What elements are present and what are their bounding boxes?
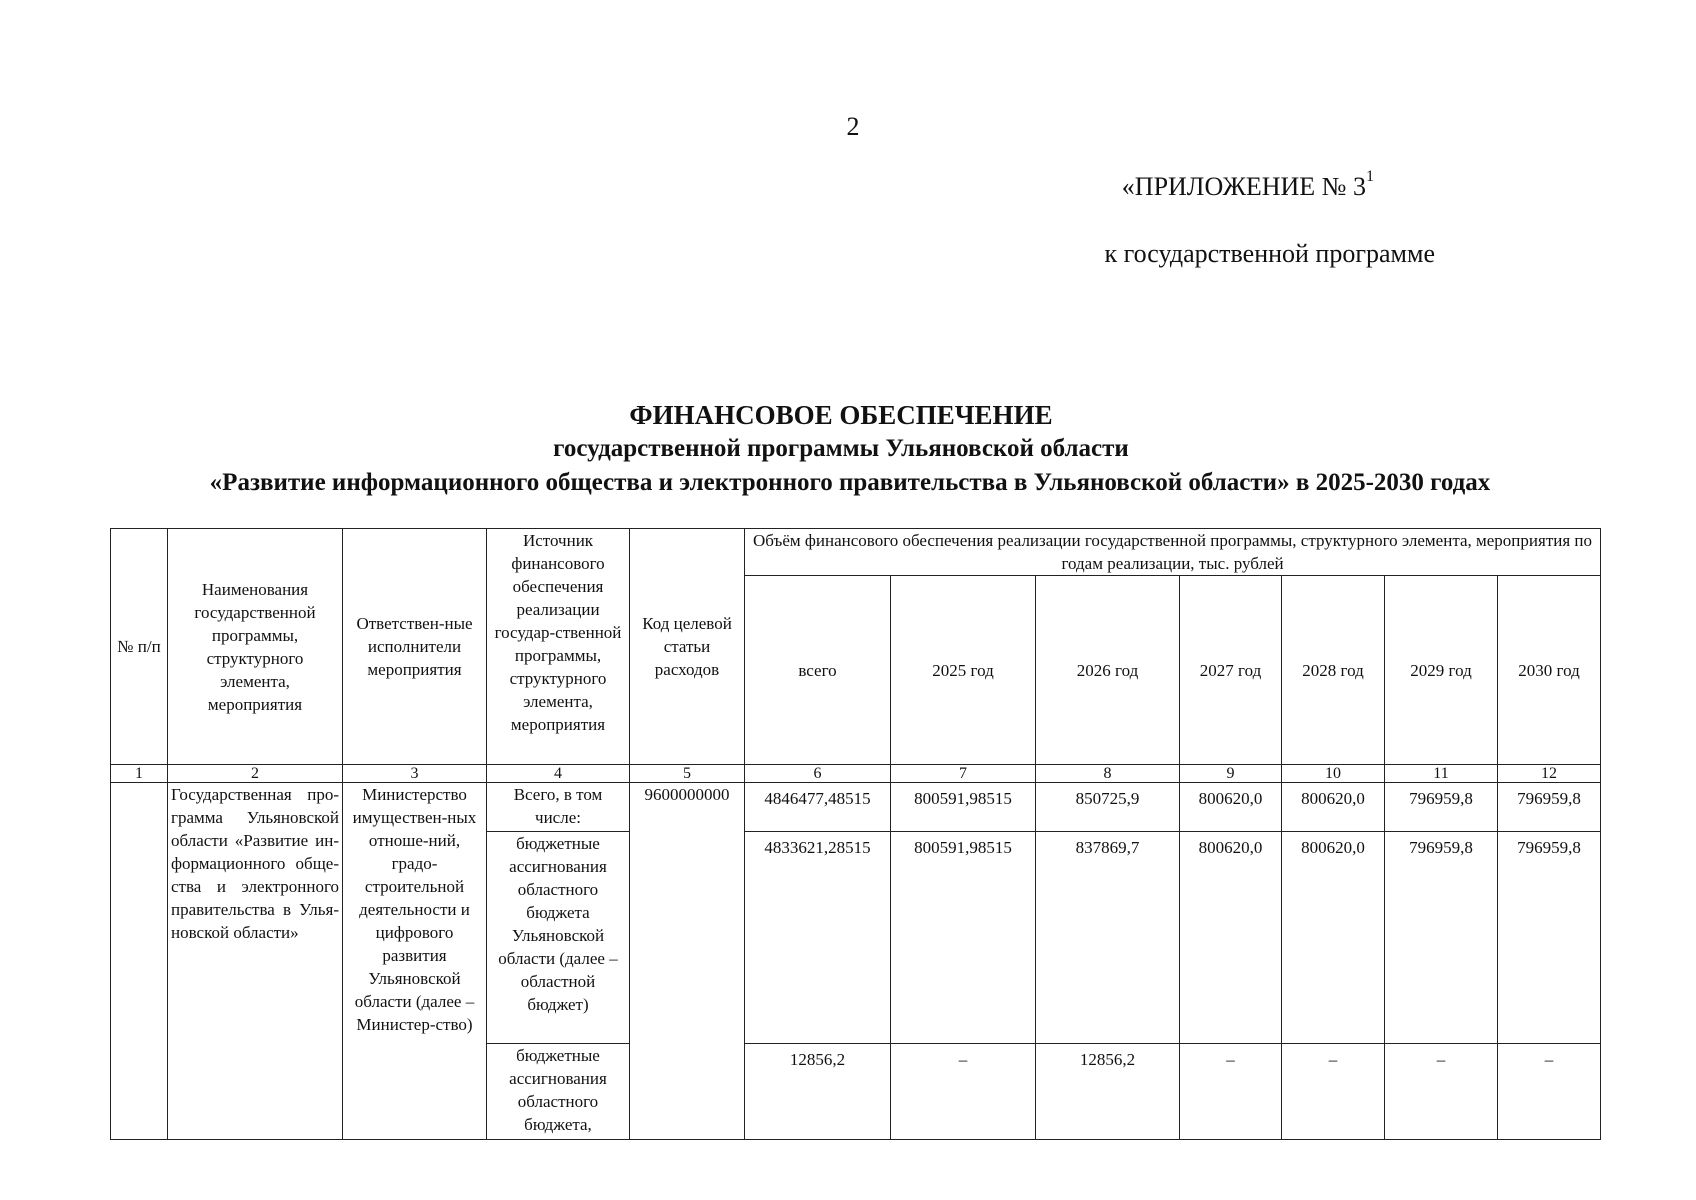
appendix-title-superscript: 1 — [1366, 168, 1374, 186]
value-2028: 800620,0 — [1282, 783, 1385, 832]
value-2028: 800620,0 — [1282, 832, 1385, 1044]
value-2025: 800591,98515 — [891, 783, 1036, 832]
value-2030: 796959,8 — [1498, 832, 1601, 1044]
value-total: 12856,2 — [745, 1044, 891, 1140]
appendix-subtitle: к государственной программе — [1104, 239, 1435, 268]
header-total: всего — [745, 576, 891, 765]
header-year-2028: 2028 год — [1282, 576, 1385, 765]
value-2026: 837869,7 — [1036, 832, 1180, 1044]
table-row — [111, 783, 1601, 832]
heading-line-1: ФИНАНСОВОЕ ОБЕСПЕЧЕНИЕ — [629, 400, 1053, 430]
financing-table — [110, 528, 1601, 1140]
appendix-title — [1121, 168, 1374, 202]
source-cell: Всего, в том числе: — [487, 783, 630, 832]
header-num: № п/п — [111, 529, 168, 765]
value-2025: 800591,98515 — [891, 832, 1036, 1044]
value-2027: 800620,0 — [1180, 783, 1282, 832]
heading-line-2: государственной программы Ульяновской области — [553, 435, 1129, 462]
header-executor: Ответствен-ные исполнители мероприятия — [343, 529, 487, 765]
column-number: 10 — [1282, 765, 1385, 783]
appendix-title-text: «ПРИЛОЖЕНИЕ № 3 — [1121, 172, 1366, 201]
column-number-row — [111, 765, 1601, 783]
header-year-2025: 2025 год — [891, 576, 1036, 765]
header-year-2029: 2029 год — [1385, 576, 1498, 765]
header-row-1 — [111, 529, 1601, 576]
value-2029: 796959,8 — [1385, 832, 1498, 1044]
program-executor: Министерство имуществен-ных отноше-ний, градо-строительной деятельности и цифрового развития Ульяновской области (далее – Министер-ство) — [343, 783, 487, 1140]
program-code: 9600000000 — [630, 783, 745, 1140]
header-code: Код целевой статьи расходов — [630, 529, 745, 765]
header-source: Источник финансового обеспечения реализации государ-ственной программы, структурного элемента, мероприятия — [487, 529, 630, 765]
value-2026: 850725,9 — [1036, 783, 1180, 832]
column-number: 9 — [1180, 765, 1282, 783]
value-2030: – — [1498, 1044, 1601, 1140]
value-2030: 796959,8 — [1498, 783, 1601, 832]
header-name: Наименования государственной программы, структурного элемента, мероприятия — [168, 529, 343, 765]
value-2027: – — [1180, 1044, 1282, 1140]
program-name: Государственная про-грамма Ульяновской области «Развитие ин-формационного обще-ства и электронного правительства в Улья-новской области» — [168, 783, 343, 1140]
column-number: 5 — [630, 765, 745, 783]
value-2029: – — [1385, 1044, 1498, 1140]
header-year-2030: 2030 год — [1498, 576, 1601, 765]
value-2025: – — [891, 1044, 1036, 1140]
column-number: 3 — [343, 765, 487, 783]
value-2027: 800620,0 — [1180, 832, 1282, 1044]
column-number: 8 — [1036, 765, 1180, 783]
document-heading — [0, 398, 1696, 500]
value-2029: 796959,8 — [1385, 783, 1498, 832]
column-number: 11 — [1385, 765, 1498, 783]
column-number: 4 — [487, 765, 630, 783]
value-total: 4833621,28515 — [745, 832, 891, 1044]
source-cell: бюджетные ассигнования областного бюджета Ульяновской области (далее – областной бюджет) — [487, 832, 630, 1044]
row-num — [111, 783, 168, 1140]
header-volume: Объём финансового обеспечения реализации государственной программы, структурного элемента, мероприятия по годам реализации, тыс. рублей — [745, 529, 1601, 576]
value-2028: – — [1282, 1044, 1385, 1140]
header-year-2027: 2027 год — [1180, 576, 1282, 765]
page-number: 2 — [846, 112, 860, 141]
header-year-2026: 2026 год — [1036, 576, 1180, 765]
value-2026: 12856,2 — [1036, 1044, 1180, 1140]
column-number: 6 — [745, 765, 891, 783]
column-number: 12 — [1498, 765, 1601, 783]
column-number: 1 — [111, 765, 168, 783]
source-cell: бюджетные ассигнования областного бюджета, — [487, 1044, 630, 1140]
heading-line-3: «Развитие информационного общества и электронного правительства в Ульяновской области» в 2025-2030 годах — [209, 469, 1491, 496]
column-number: 2 — [168, 765, 343, 783]
value-total: 4846477,48515 — [745, 783, 891, 832]
column-number: 7 — [891, 765, 1036, 783]
